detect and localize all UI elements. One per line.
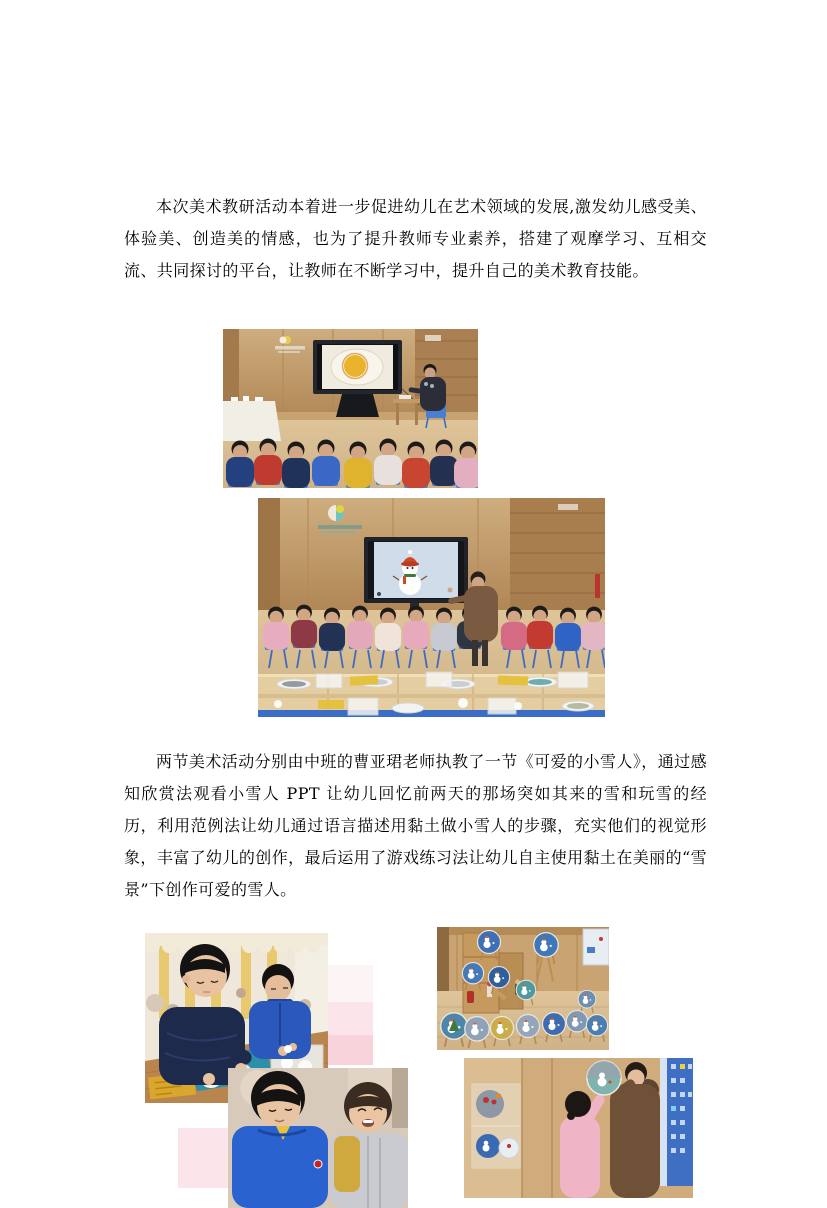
glass-display-cubes xyxy=(472,1084,520,1168)
photo-teacher-showing-disc xyxy=(464,1058,693,1198)
paragraph-activity-intro: 本次美术教研活动本着进一步促进幼儿在艺术领域的发展,激发幼儿感受美、体验美、创造美的情感，也为了提升教师专业素养，搭建了观摩学习、互相交流、共同探讨的平台，让教师在不断学习中，提升自己的美术教育技能。 xyxy=(124,197,707,280)
cloth-table xyxy=(223,401,281,441)
interactive-whiteboard xyxy=(660,1058,693,1186)
photo-classroom-screen-egg xyxy=(223,329,478,488)
pink-deco-square xyxy=(327,965,373,1002)
photo-snowman-disc-display xyxy=(437,927,609,1050)
pink-deco-square xyxy=(178,1128,228,1188)
whiteboard-fragment xyxy=(583,929,609,965)
material-tables xyxy=(258,672,605,717)
pink-deco-square xyxy=(327,1002,373,1035)
wall-vent xyxy=(558,504,578,510)
pink-deco-square xyxy=(327,1035,373,1065)
photo-classroom-screen-snowman xyxy=(258,498,605,717)
wall-vent xyxy=(425,335,441,341)
held-disc xyxy=(587,1061,621,1095)
child-pink-coat xyxy=(560,1086,606,1198)
egg-slide xyxy=(344,355,366,377)
children-row xyxy=(226,439,478,489)
paragraph-lesson-description: 两节美术活动分别由中班的曹亚珺老师执教了一节《可爱的小雪人》，通过感知欣赏法观看小雪人 PPT 让幼儿回忆前两天的那场突如其来的雪和玩雪的经历，利用范例法让幼儿通过语言描述用黏土做小雪人的步骤，充实他们的视觉形象，丰富了幼儿的创作，最后运用了游戏练习法让幼儿自主使用黏土在美丽的“雪景”下创作可爱的雪人。 xyxy=(124,752,707,899)
photo-boys-smiling-crafting xyxy=(228,1068,408,1208)
